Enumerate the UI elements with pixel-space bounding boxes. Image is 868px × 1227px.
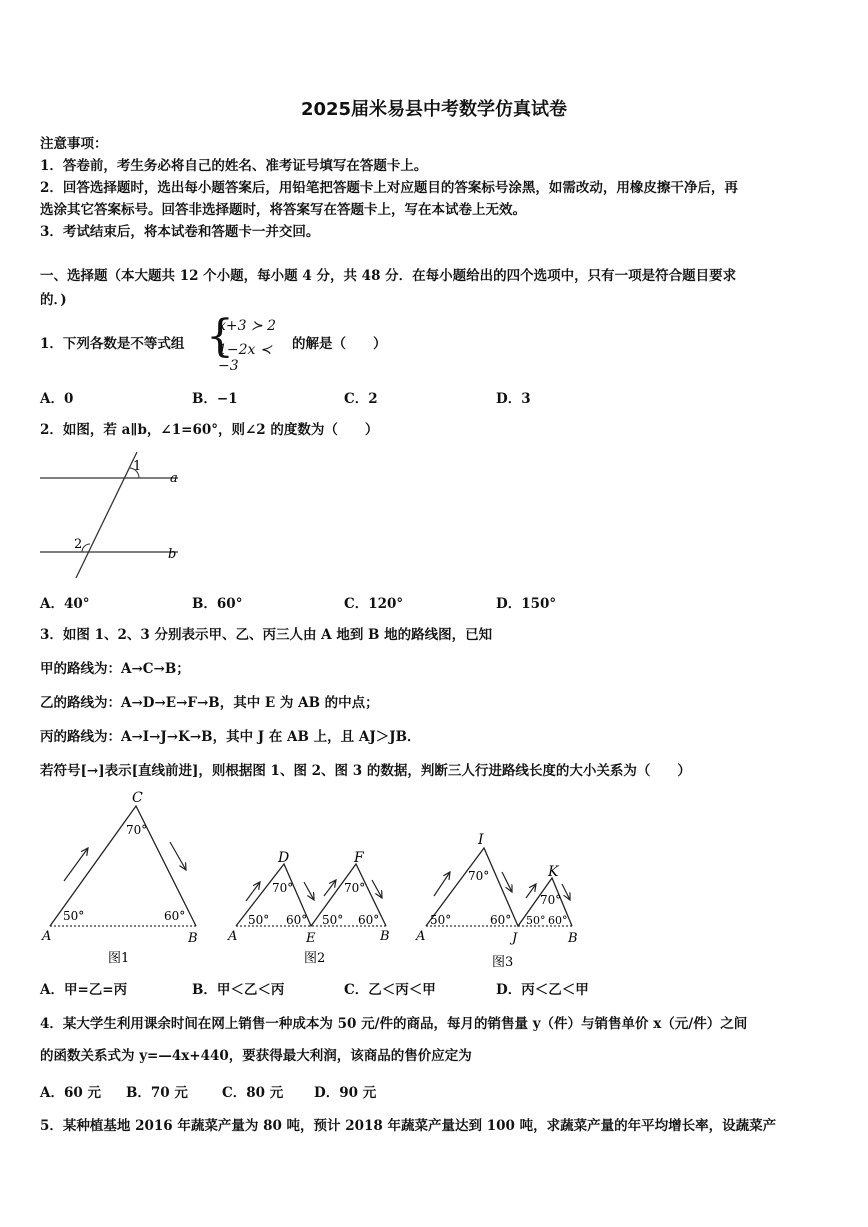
angle-4: 60°: [358, 913, 380, 927]
arrow-icon: [304, 882, 314, 900]
angle-3: 50°: [322, 913, 344, 927]
label-A: A: [228, 929, 238, 944]
angle-left: 50°: [63, 909, 85, 923]
label-E: E: [306, 931, 316, 946]
arrow-icon: [562, 884, 570, 900]
q1-option-c[interactable]: C．2: [344, 391, 378, 407]
angle-2: 60°: [286, 913, 308, 927]
angle-top: 70°: [126, 823, 148, 837]
arrow-icon: [434, 872, 450, 896]
q1-option-a[interactable]: A．0: [40, 391, 74, 407]
q2-option-c[interactable]: C．120°: [344, 596, 404, 612]
arrow-icon: [64, 848, 88, 881]
notice-item: 2．回答选择题时，选出每小题答案后，用铅笔把答题卡上对应题目的答案标号涂黑，如需改动，用橡皮擦干净后，再: [40, 180, 738, 196]
label-D: D: [278, 850, 290, 866]
figure-1: [41, 790, 198, 966]
q2-option-a[interactable]: A．40°: [40, 596, 90, 612]
q3-route-yi: 乙的路线为：A→D→E→F→B，其中 E 为 AB 的中点；: [40, 695, 379, 711]
q1-option-b[interactable]: B．−1: [192, 391, 238, 407]
q3-option-a[interactable]: A．甲=乙=丙: [40, 982, 128, 998]
angle-right: 60°: [164, 909, 186, 923]
q3-stem: 3．如图 1、2、3 分别表示甲、乙、丙三人由 A 地到 B 地的路线图，已知: [40, 627, 493, 643]
q4-option-a[interactable]: A．60 元: [40, 1085, 101, 1101]
line-a-label: a: [170, 471, 178, 486]
q2-option-d[interactable]: D．150°: [496, 596, 557, 612]
q4-option-b[interactable]: B．70 元: [126, 1085, 188, 1101]
q3-route-jia: 甲的路线为：A→C→B；: [40, 661, 190, 677]
angle2-label: 2: [74, 537, 83, 552]
notice-heading: 注意事项：: [40, 136, 108, 152]
angle-1: 50°: [430, 913, 452, 927]
angle-top-2: 70°: [344, 881, 366, 895]
arrow-icon: [526, 884, 536, 898]
label-B: B: [188, 931, 198, 946]
q1-option-d[interactable]: D．3: [496, 391, 531, 407]
figure-caption: 图2: [304, 951, 326, 966]
section-heading: 一、选择题（本大题共 12 个小题，每小题 4 分，共 48 分．在每小题给出的四个选项中，只有一项是符合题目要求: [40, 268, 737, 284]
q1-suffix: 的解是（ ）: [292, 336, 387, 352]
angle-2: 60°: [490, 913, 512, 927]
angle-1: 50°: [248, 913, 270, 927]
angle-top-1: 70°: [468, 869, 490, 883]
angle-4: 60°: [548, 914, 568, 927]
page-title: 2025届米易县中考数学仿真试卷: [300, 99, 568, 120]
q2-stem: 2．如图，若 a∥b，∠1=60°，则∠2 的度数为（ ）: [40, 422, 379, 438]
q1-inequality-system: [206, 311, 296, 374]
label-J: J: [512, 931, 518, 946]
label-A: A: [416, 929, 426, 944]
q1-prefix: 1．下列各数是不等式组: [40, 336, 185, 352]
arrow-icon: [372, 880, 382, 898]
q4-option-c[interactable]: C．80 元: [222, 1085, 284, 1101]
notice-item: 1．答卷前，考生务必将自己的姓名、准考证号填写在答题卡上。: [40, 158, 428, 174]
q4-stem-line1: 4．某大学生利用课余时间在网上销售一种成本为 50 元/件的商品，每月的销售量 y（件）与销售单价 x（元/件）之间: [40, 1016, 748, 1032]
label-C: C: [132, 790, 143, 806]
label-F: F: [354, 850, 364, 866]
q3-option-d[interactable]: D．丙＜乙＜甲: [496, 982, 589, 998]
transversal-line: [76, 452, 137, 578]
q3-rule: 若符号[→]表示[直线前进]，则根据图 1、图 2、图 3 的数据，判断三人行进路线长度的大小关系为（ ）: [40, 763, 691, 779]
label-A: A: [42, 929, 52, 944]
notice-item: 选涂其它答案标号。回答非选择题时，将答案写在答题卡上，写在本试卷上无效。: [40, 202, 526, 218]
q3-route-figures: [36, 786, 596, 976]
figure-3: [415, 832, 578, 970]
q1-ineq-2: 1−2x ≺ −3: [218, 342, 272, 374]
q2-option-b[interactable]: B．60°: [192, 596, 243, 612]
label-B: B: [380, 929, 390, 944]
q5-stem-line1: 5．某种植基地 2016 年蔬菜产量为 80 吨，预计 2018 年蔬菜产量达到 100 吨，求蔬菜产量的年平均增长率，设蔬菜产: [40, 1118, 777, 1134]
q3-route-bing: 丙的路线为：A→I→J→K→B，其中 J 在 AB 上，且 AJ＞JB．: [40, 729, 421, 745]
notice-item: 3．考试结束后，将本试卷和答题卡一并交回。: [40, 224, 320, 240]
figure-2: [227, 850, 390, 966]
q4-option-d[interactable]: D．90 元: [314, 1085, 377, 1101]
figure-caption: 图1: [108, 951, 130, 966]
q3-option-b[interactable]: B．甲＜乙＜丙: [192, 982, 285, 998]
arrow-icon: [170, 842, 186, 870]
angle-3: 50°: [526, 914, 546, 927]
q2-parallel-lines-figure: [38, 448, 188, 583]
brace-icon: {: [206, 311, 234, 362]
angle1-label: 1: [133, 459, 142, 474]
q3-option-c[interactable]: C．乙＜丙＜甲: [344, 982, 436, 998]
angle-top-2: 70°: [540, 893, 562, 907]
line-b-label: b: [168, 547, 177, 562]
q1-ineq-1: x+3 ≻ 2: [218, 318, 277, 334]
label-K: K: [548, 864, 559, 880]
figure-caption: 图3: [492, 955, 514, 970]
angle-top-1: 70°: [272, 881, 294, 895]
label-I: I: [478, 832, 484, 848]
section-heading-cont: 的．): [40, 292, 67, 308]
label-B: B: [568, 931, 578, 946]
arrow-icon: [502, 872, 512, 892]
q4-stem-line2: 的函数关系式为 y=—4x+440，要获得最大利润，该商品的售价应定为: [40, 1048, 472, 1064]
